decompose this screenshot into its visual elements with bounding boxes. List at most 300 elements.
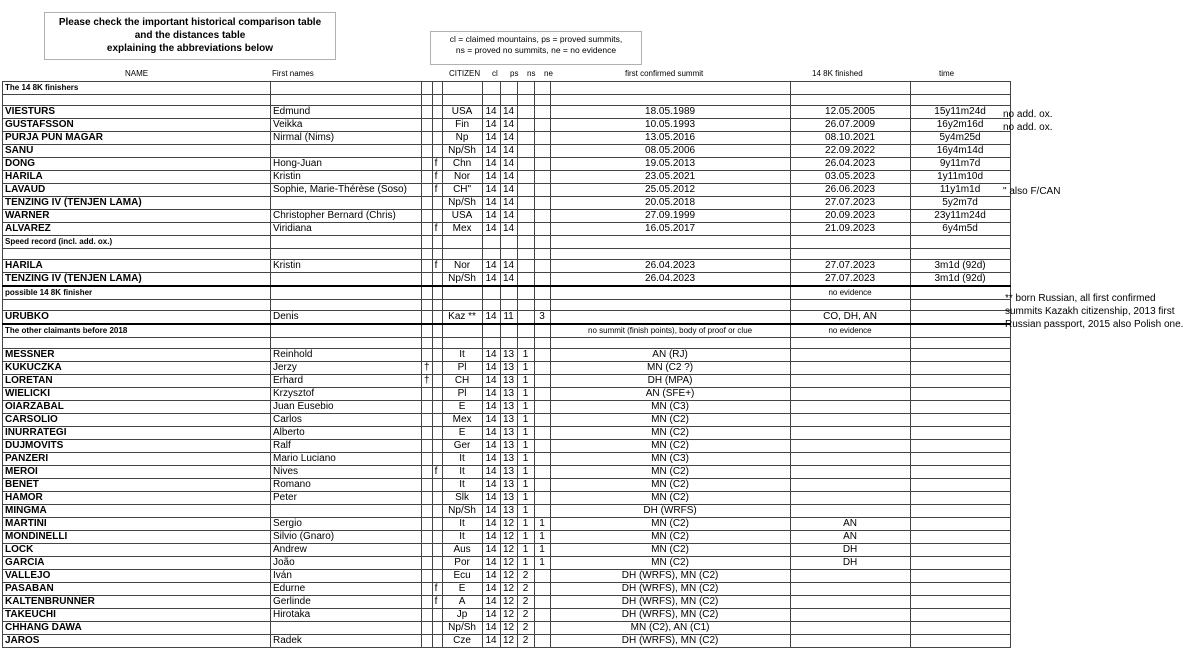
table-row bbox=[3, 414, 1011, 427]
first-summit-cell: MN (C2), AN (C1) bbox=[550, 622, 790, 635]
ps-cell: 12 bbox=[500, 596, 517, 609]
ps-cell: 13 bbox=[500, 505, 517, 518]
cl-cell: 14 bbox=[482, 223, 500, 236]
first-summit-cell bbox=[550, 338, 790, 349]
name-cell: PANZERI bbox=[3, 453, 271, 466]
ns-cell: 2 bbox=[517, 622, 534, 635]
ne-cell bbox=[534, 260, 550, 273]
cl-cell: 14 bbox=[482, 492, 500, 505]
ps-cell bbox=[500, 286, 517, 300]
female-cell bbox=[432, 362, 442, 375]
first-name-cell: Krzysztof bbox=[271, 388, 422, 401]
deceased-cell bbox=[422, 609, 433, 622]
time-cell bbox=[910, 479, 1010, 492]
citizen-cell: Pl bbox=[442, 362, 482, 375]
name-cell: HAMOR bbox=[3, 492, 271, 505]
citizen-cell: CH" bbox=[442, 184, 482, 197]
ne-cell: 1 bbox=[534, 557, 550, 570]
name-cell: URUBKO bbox=[3, 311, 271, 325]
header-first-names: First names bbox=[272, 69, 314, 78]
name-cell bbox=[3, 300, 271, 311]
name-cell: SANU bbox=[3, 145, 271, 158]
female-cell bbox=[432, 609, 442, 622]
urubko-note-line-2: summits Kazakh citizenship, 2013 first bbox=[1005, 306, 1175, 317]
citizen-cell: Aus bbox=[442, 544, 482, 557]
note-box bbox=[44, 12, 336, 60]
table-row bbox=[3, 453, 1011, 466]
ns-cell bbox=[517, 197, 534, 210]
first-name-cell: Erhard bbox=[271, 375, 422, 388]
name-cell: JAROS bbox=[3, 635, 271, 648]
cl-cell: 14 bbox=[482, 171, 500, 184]
cl-cell bbox=[482, 95, 500, 106]
finished-cell bbox=[790, 479, 910, 492]
finished-cell bbox=[790, 82, 910, 95]
ps-cell bbox=[500, 338, 517, 349]
first-name-cell bbox=[271, 82, 422, 95]
header-cl: cl bbox=[492, 69, 498, 78]
cl-cell bbox=[482, 324, 500, 338]
abbrev-line-1: cl = claimed mountains, ps = proved summits, bbox=[449, 34, 623, 44]
ns-cell bbox=[517, 82, 534, 95]
table-row bbox=[3, 349, 1011, 362]
female-cell: f bbox=[432, 583, 442, 596]
side-note-gustafsson: no add. ox. bbox=[1003, 122, 1053, 133]
citizen-cell: A bbox=[442, 596, 482, 609]
ne-cell bbox=[534, 300, 550, 311]
table-row bbox=[3, 492, 1011, 505]
cl-cell: 14 bbox=[482, 132, 500, 145]
ns-cell bbox=[517, 106, 534, 119]
ns-cell bbox=[517, 158, 534, 171]
citizen-cell: It bbox=[442, 453, 482, 466]
cl-cell: 14 bbox=[482, 375, 500, 388]
table-row bbox=[3, 311, 1011, 325]
cl-cell: 14 bbox=[482, 210, 500, 223]
ns-cell: 1 bbox=[517, 492, 534, 505]
urubko-note-line-3: Russian passport, 2015 also Polish one. bbox=[1005, 319, 1184, 330]
ne-cell bbox=[534, 158, 550, 171]
name-cell: The 14 8K finishers bbox=[3, 82, 271, 95]
female-cell bbox=[432, 119, 442, 132]
cl-cell: 14 bbox=[482, 119, 500, 132]
female-cell: f bbox=[432, 158, 442, 171]
ns-cell: 2 bbox=[517, 609, 534, 622]
time-cell bbox=[910, 427, 1010, 440]
finished-cell bbox=[790, 249, 910, 260]
ne-cell bbox=[534, 197, 550, 210]
citizen-cell: Mex bbox=[442, 223, 482, 236]
finished-cell: CO, DH, AN bbox=[790, 311, 910, 325]
ps-cell: 13 bbox=[500, 349, 517, 362]
first-name-cell: Christopher Bernard (Chris) bbox=[271, 210, 422, 223]
name-cell: KALTENBRUNNER bbox=[3, 596, 271, 609]
cl-cell: 14 bbox=[482, 505, 500, 518]
cl-cell: 14 bbox=[482, 635, 500, 648]
ne-cell bbox=[534, 440, 550, 453]
ne-cell bbox=[534, 82, 550, 95]
ne-cell bbox=[534, 119, 550, 132]
time-cell bbox=[910, 518, 1010, 531]
female-cell bbox=[432, 453, 442, 466]
finished-cell: 27.07.2023 bbox=[790, 273, 910, 287]
female-cell: f bbox=[432, 596, 442, 609]
first-name-cell: Nives bbox=[271, 466, 422, 479]
ne-cell bbox=[534, 171, 550, 184]
deceased-cell bbox=[422, 557, 433, 570]
ns-cell: 1 bbox=[517, 466, 534, 479]
deceased-cell bbox=[422, 596, 433, 609]
ns-cell: 1 bbox=[517, 557, 534, 570]
name-cell: HARILA bbox=[3, 171, 271, 184]
citizen-cell: It bbox=[442, 479, 482, 492]
citizen-cell: Chn bbox=[442, 158, 482, 171]
ns-cell: 2 bbox=[517, 583, 534, 596]
first-summit-cell: DH (WRFS) bbox=[550, 505, 790, 518]
ps-cell bbox=[500, 249, 517, 260]
first-summit-cell: 27.09.1999 bbox=[550, 210, 790, 223]
first-name-cell: Juan Eusebio bbox=[271, 401, 422, 414]
time-cell bbox=[910, 557, 1010, 570]
time-cell bbox=[910, 596, 1010, 609]
ps-cell: 14 bbox=[500, 119, 517, 132]
time-cell bbox=[910, 338, 1010, 349]
female-cell bbox=[432, 492, 442, 505]
female-cell bbox=[432, 375, 442, 388]
ne-cell: 1 bbox=[534, 544, 550, 557]
first-summit-cell: MN (C2) bbox=[550, 427, 790, 440]
ns-cell: 1 bbox=[517, 349, 534, 362]
time-cell: 23y11m24d bbox=[910, 210, 1010, 223]
first-summit-cell: DH (WRFS), MN (C2) bbox=[550, 583, 790, 596]
table-row bbox=[3, 427, 1011, 440]
name-cell: DUJMOVITS bbox=[3, 440, 271, 453]
finished-cell: 08.10.2021 bbox=[790, 132, 910, 145]
table-row bbox=[3, 171, 1011, 184]
ps-cell: 13 bbox=[500, 466, 517, 479]
cl-cell: 14 bbox=[482, 479, 500, 492]
time-cell: 16y2m16d bbox=[910, 119, 1010, 132]
cl-cell: 14 bbox=[482, 557, 500, 570]
name-cell: BENET bbox=[3, 479, 271, 492]
first-summit-cell bbox=[550, 286, 790, 300]
cl-cell: 14 bbox=[482, 401, 500, 414]
name-cell: LORETAN bbox=[3, 375, 271, 388]
deceased-cell bbox=[422, 570, 433, 583]
citizen-cell bbox=[442, 324, 482, 338]
female-cell bbox=[432, 300, 442, 311]
deceased-cell bbox=[422, 622, 433, 635]
ps-cell: 13 bbox=[500, 479, 517, 492]
citizen-cell: USA bbox=[442, 210, 482, 223]
side-note-lavaud: " also F/CAN bbox=[1003, 186, 1061, 197]
first-name-cell bbox=[271, 286, 422, 300]
time-cell bbox=[910, 362, 1010, 375]
section-header-row bbox=[3, 286, 1011, 300]
time-cell bbox=[910, 466, 1010, 479]
first-name-cell: João bbox=[271, 557, 422, 570]
cl-cell bbox=[482, 300, 500, 311]
deceased-cell bbox=[422, 197, 433, 210]
first-name-cell bbox=[271, 145, 422, 158]
table-row bbox=[3, 273, 1011, 287]
first-name-cell: Nirmal (Nims) bbox=[271, 132, 422, 145]
cl-cell: 14 bbox=[482, 311, 500, 325]
ps-cell: 13 bbox=[500, 414, 517, 427]
name-cell: TENZING IV (TENJEN LAMA) bbox=[3, 273, 271, 287]
ns-cell: 1 bbox=[517, 453, 534, 466]
female-cell: f bbox=[432, 223, 442, 236]
cl-cell: 14 bbox=[482, 609, 500, 622]
first-name-cell: Kristin bbox=[271, 260, 422, 273]
name-cell: DONG bbox=[3, 158, 271, 171]
female-cell bbox=[432, 479, 442, 492]
ne-cell bbox=[534, 249, 550, 260]
name-cell: WIELICKI bbox=[3, 388, 271, 401]
ps-cell: 13 bbox=[500, 375, 517, 388]
ns-cell bbox=[517, 236, 534, 249]
name-cell: GUSTAFSSON bbox=[3, 119, 271, 132]
first-name-cell bbox=[271, 249, 422, 260]
citizen-cell bbox=[442, 249, 482, 260]
citizen-cell bbox=[442, 95, 482, 106]
deceased-cell bbox=[422, 414, 433, 427]
time-cell: 11y1m1d bbox=[910, 184, 1010, 197]
first-name-cell: Denis bbox=[271, 311, 422, 325]
female-cell: f bbox=[432, 466, 442, 479]
first-summit-cell: MN (C2) bbox=[550, 414, 790, 427]
blank-row bbox=[3, 300, 1011, 311]
female-cell bbox=[432, 311, 442, 325]
finished-cell bbox=[790, 583, 910, 596]
first-name-cell: Edurne bbox=[271, 583, 422, 596]
ns-cell: 1 bbox=[517, 388, 534, 401]
deceased-cell bbox=[422, 531, 433, 544]
table-row bbox=[3, 531, 1011, 544]
ps-cell: 14 bbox=[500, 106, 517, 119]
name-cell: MONDINELLI bbox=[3, 531, 271, 544]
deceased-cell bbox=[422, 300, 433, 311]
time-cell bbox=[910, 249, 1010, 260]
finished-cell bbox=[790, 300, 910, 311]
first-name-cell: Romano bbox=[271, 479, 422, 492]
cl-cell: 14 bbox=[482, 349, 500, 362]
table-row bbox=[3, 401, 1011, 414]
female-cell bbox=[432, 197, 442, 210]
time-cell bbox=[910, 401, 1010, 414]
female-cell bbox=[432, 505, 442, 518]
table-row bbox=[3, 158, 1011, 171]
first-name-cell bbox=[271, 338, 422, 349]
first-name-cell: Alberto bbox=[271, 427, 422, 440]
deceased-cell bbox=[422, 249, 433, 260]
female-cell bbox=[432, 414, 442, 427]
citizen-cell: Cze bbox=[442, 635, 482, 648]
finished-cell: 12.05.2005 bbox=[790, 106, 910, 119]
blank-row bbox=[3, 95, 1011, 106]
ns-cell: 2 bbox=[517, 635, 534, 648]
cl-cell: 14 bbox=[482, 583, 500, 596]
finished-cell bbox=[790, 453, 910, 466]
first-summit-cell: DH (WRFS), MN (C2) bbox=[550, 570, 790, 583]
female-cell bbox=[432, 401, 442, 414]
ps-cell: 12 bbox=[500, 609, 517, 622]
ne-cell bbox=[534, 453, 550, 466]
name-cell: KUKUCZKA bbox=[3, 362, 271, 375]
citizen-cell: Np/Sh bbox=[442, 273, 482, 287]
finished-cell: 26.06.2023 bbox=[790, 184, 910, 197]
first-summit-cell: MN (C2) bbox=[550, 492, 790, 505]
first-name-cell bbox=[271, 236, 422, 249]
table-row bbox=[3, 197, 1011, 210]
name-cell: MEROI bbox=[3, 466, 271, 479]
table-row bbox=[3, 119, 1011, 132]
ns-cell: 1 bbox=[517, 401, 534, 414]
ns-cell: 1 bbox=[517, 531, 534, 544]
name-cell bbox=[3, 249, 271, 260]
first-summit-cell: MN (C2) bbox=[550, 479, 790, 492]
table-row bbox=[3, 518, 1011, 531]
deceased-cell bbox=[422, 479, 433, 492]
first-summit-cell: AN (SFE+) bbox=[550, 388, 790, 401]
cl-cell: 14 bbox=[482, 158, 500, 171]
citizen-cell bbox=[442, 82, 482, 95]
deceased-cell bbox=[422, 311, 433, 325]
header-time: time bbox=[939, 69, 955, 78]
deceased-cell: † bbox=[422, 362, 433, 375]
citizen-cell bbox=[442, 300, 482, 311]
abbrev-line-2: ns = proved no summits, ne = no evidence bbox=[455, 45, 617, 55]
ne-cell bbox=[534, 210, 550, 223]
ne-cell bbox=[534, 273, 550, 287]
finished-cell: 21.09.2023 bbox=[790, 223, 910, 236]
first-summit-cell: DH (WRFS), MN (C2) bbox=[550, 609, 790, 622]
first-summit-cell: DH (WRFS), MN (C2) bbox=[550, 635, 790, 648]
ps-cell: 13 bbox=[500, 440, 517, 453]
deceased-cell bbox=[422, 338, 433, 349]
finished-cell bbox=[790, 596, 910, 609]
finished-cell bbox=[790, 609, 910, 622]
ns-cell bbox=[517, 324, 534, 338]
note-line-1: Please check the important historical comparison table bbox=[58, 17, 322, 28]
citizen-cell: Kaz ** bbox=[442, 311, 482, 325]
finished-cell bbox=[790, 338, 910, 349]
cl-cell: 14 bbox=[482, 622, 500, 635]
ne-cell bbox=[534, 236, 550, 249]
finished-cell: 03.05.2023 bbox=[790, 171, 910, 184]
deceased-cell bbox=[422, 145, 433, 158]
ps-cell: 12 bbox=[500, 557, 517, 570]
finished-cell bbox=[790, 466, 910, 479]
ne-cell bbox=[534, 184, 550, 197]
section-header-row bbox=[3, 236, 1011, 249]
cl-cell: 14 bbox=[482, 596, 500, 609]
ps-cell bbox=[500, 82, 517, 95]
first-name-cell: Kristin bbox=[271, 171, 422, 184]
time-cell bbox=[910, 453, 1010, 466]
finished-cell bbox=[790, 95, 910, 106]
deceased-cell bbox=[422, 95, 433, 106]
ne-cell bbox=[534, 492, 550, 505]
ne-cell bbox=[534, 622, 550, 635]
deceased-cell bbox=[422, 158, 433, 171]
table-row bbox=[3, 132, 1011, 145]
deceased-cell bbox=[422, 210, 433, 223]
ns-cell: 1 bbox=[517, 362, 534, 375]
time-cell: 15y11m24d bbox=[910, 106, 1010, 119]
citizen-cell: E bbox=[442, 401, 482, 414]
time-cell bbox=[910, 324, 1010, 338]
cl-cell: 14 bbox=[482, 570, 500, 583]
citizen-cell bbox=[442, 236, 482, 249]
cl-cell: 14 bbox=[482, 531, 500, 544]
ne-cell bbox=[534, 362, 550, 375]
ns-cell bbox=[517, 249, 534, 260]
first-summit-cell: MN (C2) bbox=[550, 466, 790, 479]
ns-cell: 1 bbox=[517, 544, 534, 557]
ps-cell bbox=[500, 324, 517, 338]
first-name-cell: Andrew bbox=[271, 544, 422, 557]
first-name-cell: Hong-Juan bbox=[271, 158, 422, 171]
first-name-cell: Veikka bbox=[271, 119, 422, 132]
table-row bbox=[3, 375, 1011, 388]
first-summit-cell bbox=[550, 95, 790, 106]
first-summit-cell: 26.04.2023 bbox=[550, 273, 790, 287]
name-cell: PASABAN bbox=[3, 583, 271, 596]
citizen-cell: Np/Sh bbox=[442, 197, 482, 210]
female-cell: f bbox=[432, 171, 442, 184]
ns-cell bbox=[517, 300, 534, 311]
time-cell bbox=[910, 583, 1010, 596]
ns-cell bbox=[517, 184, 534, 197]
ne-cell bbox=[534, 223, 550, 236]
first-name-cell bbox=[271, 300, 422, 311]
ne-cell bbox=[534, 583, 550, 596]
header-citizen: CITIZEN bbox=[449, 69, 481, 78]
name-cell bbox=[3, 95, 271, 106]
female-cell bbox=[432, 95, 442, 106]
cl-cell: 14 bbox=[482, 440, 500, 453]
ps-cell: 14 bbox=[500, 158, 517, 171]
name-cell: possible 14 8K finisher bbox=[3, 286, 271, 300]
name-cell: LOCK bbox=[3, 544, 271, 557]
female-cell bbox=[432, 518, 442, 531]
finished-cell: 26.04.2023 bbox=[790, 158, 910, 171]
ps-cell: 13 bbox=[500, 453, 517, 466]
cl-cell: 14 bbox=[482, 273, 500, 287]
ne-cell bbox=[534, 414, 550, 427]
first-summit-cell: 19.05.2013 bbox=[550, 158, 790, 171]
first-summit-cell: 20.05.2018 bbox=[550, 197, 790, 210]
female-cell: f bbox=[432, 184, 442, 197]
citizen-cell: Nor bbox=[442, 260, 482, 273]
citizen-cell: It bbox=[442, 349, 482, 362]
deceased-cell bbox=[422, 453, 433, 466]
cl-cell: 14 bbox=[482, 197, 500, 210]
finished-cell bbox=[790, 440, 910, 453]
citizen-cell: Fin bbox=[442, 119, 482, 132]
ps-cell: 14 bbox=[500, 223, 517, 236]
female-cell bbox=[432, 440, 442, 453]
note-line-2: and the distances table bbox=[134, 30, 246, 41]
first-summit-cell: 18.05.1989 bbox=[550, 106, 790, 119]
ne-cell bbox=[534, 132, 550, 145]
deceased-cell bbox=[422, 223, 433, 236]
cl-cell bbox=[482, 338, 500, 349]
header-ns: ns bbox=[527, 69, 536, 78]
ne-cell: 1 bbox=[534, 531, 550, 544]
first-summit-cell: MN (C2) bbox=[550, 557, 790, 570]
